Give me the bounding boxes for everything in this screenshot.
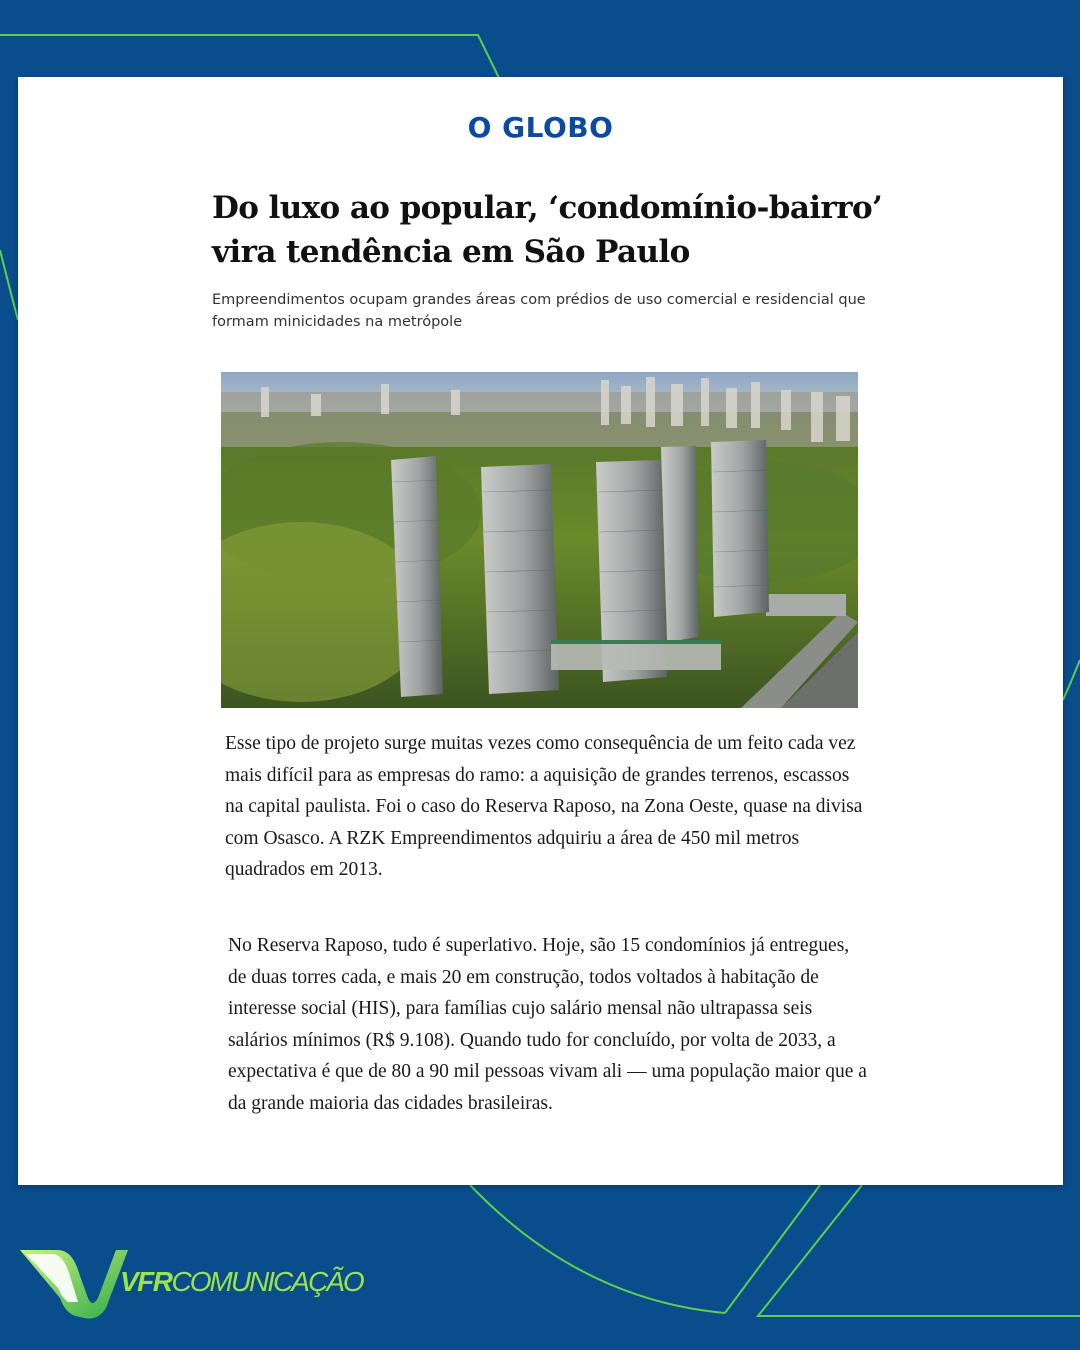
brand-name <box>120 1266 363 1298</box>
article-photo <box>221 372 858 708</box>
article-paragraph-1: Esse tipo de projeto surge muitas vezes como consequência de um feito cada vez mais difícil para as empresas do ramo: a aquisição de grandes terrenos, escassos na capital paulista. Foi o caso do Reserva Raposo, na Zona Oeste, quase na divisa com Osasco. A RZK Empreendimentos adquiriu a área de 450 mil metros quadrados em 2013. <box>225 733 863 881</box>
article-headline: Do luxo ao popular, ‘condomínio-bairro’ vira tendência em São Paulo <box>212 190 883 270</box>
article-card <box>18 77 1063 1185</box>
article-paragraph-2: No Reserva Raposo, tudo é superlativo. Hoje, são 15 condomínios já entregues, de duas torres cada, e mais 20 em construção, todos voltados à habitação de interesse social (HIS), para famílias cujo salário mensal não ultrapassa seis salários mínimos (R$ 9.108). Quando tudo for concluído, por volta de 2033, a expectativa é que de 80 a 90 mil pessoas vivam ali — uma população maior que a da grande maioria das cidades brasileiras. <box>228 935 867 1114</box>
article-subtitle: Empreendimentos ocupam grandes áreas com prédios de uso comercial e residencial que formam minicidades na metrópole <box>212 292 866 330</box>
brand-name-part-1: VFR <box>120 1266 172 1297</box>
brand-name-part-2: COMUNICAÇÃO <box>171 1266 363 1297</box>
publication-logo: O GLOBO <box>467 111 614 144</box>
